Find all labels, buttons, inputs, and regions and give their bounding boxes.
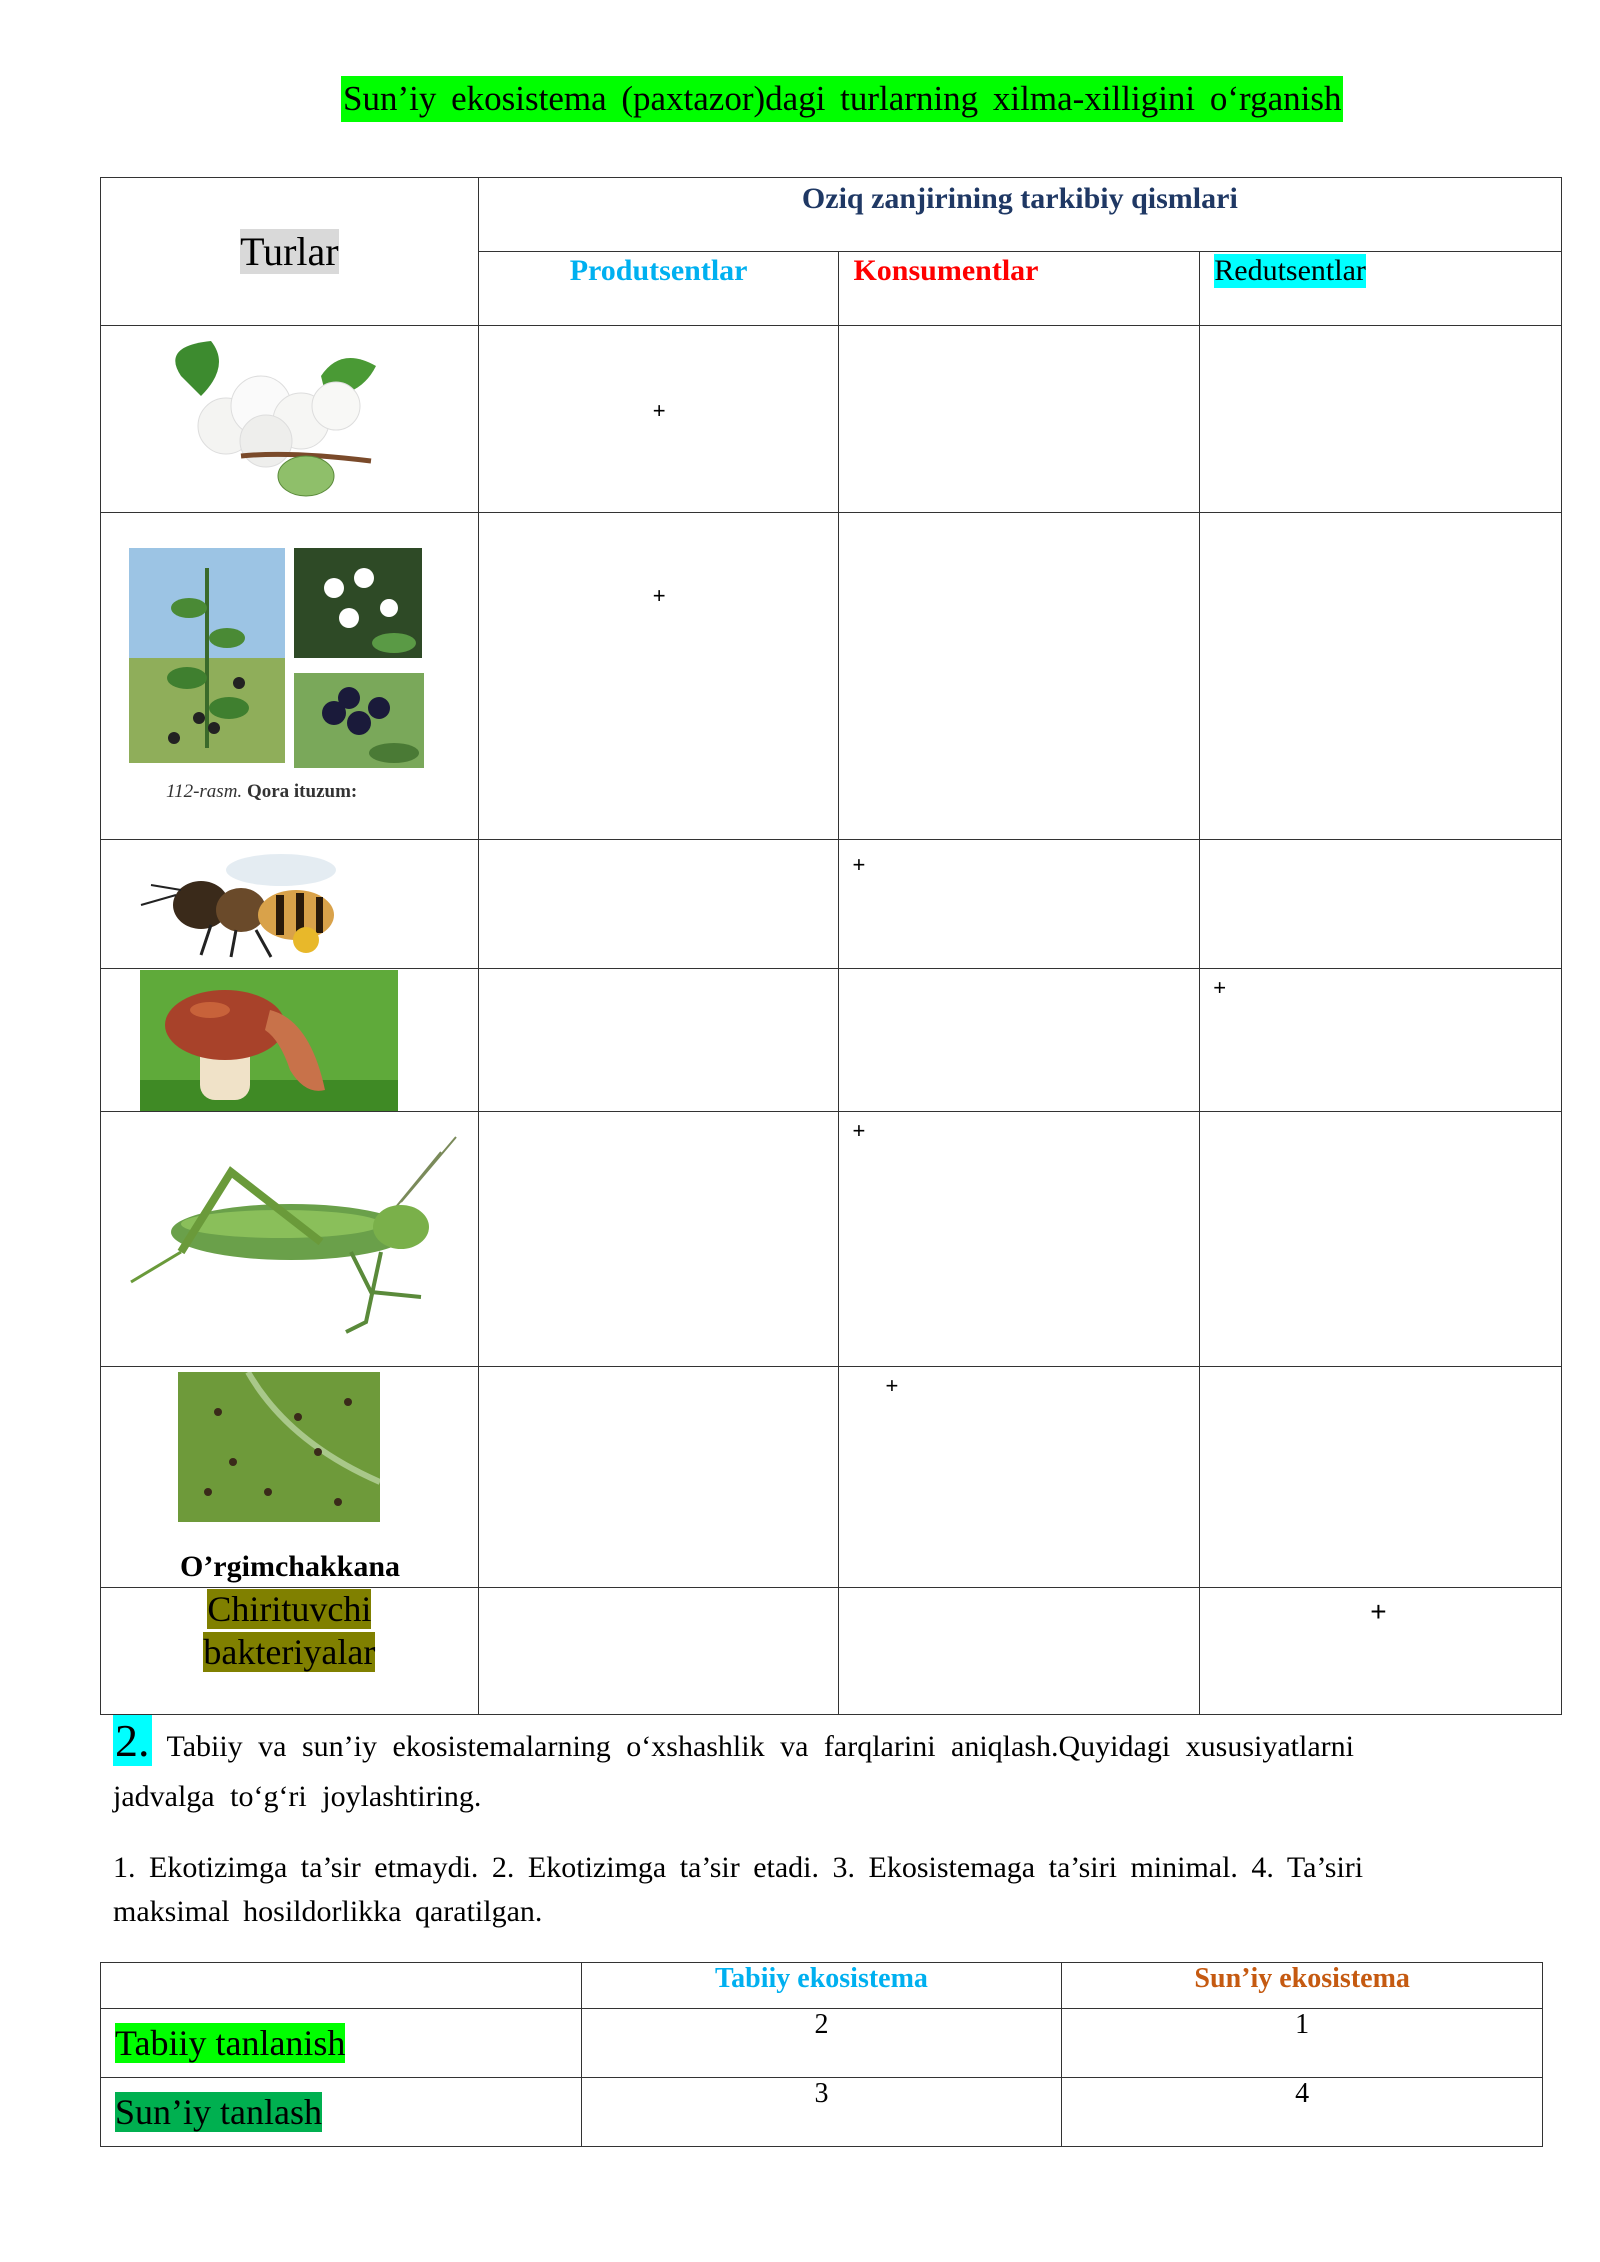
table-row	[101, 2078, 1543, 2147]
konsument-cell	[839, 1588, 1200, 1715]
nightshade-photo-2	[294, 548, 422, 658]
plus-mark: +	[652, 398, 666, 423]
food-chain-table	[100, 177, 1562, 1715]
konsument-cell	[839, 326, 1200, 513]
table-row	[101, 326, 1562, 513]
question-text-line2: jadvalga to‘g‘ri joylashtiring.	[113, 1780, 482, 1813]
col-produtsentlar	[478, 252, 839, 326]
plus-mark: +	[852, 1118, 866, 1143]
table-row	[101, 840, 1562, 969]
table-row	[101, 513, 1562, 840]
species-cell-nightshade	[101, 513, 479, 840]
plus-mark: +	[652, 583, 666, 608]
redutsent-cell	[1200, 326, 1562, 513]
redutsent-cell	[1200, 513, 1562, 840]
redutsent-cell	[1200, 969, 1562, 1112]
species-cell-bacteria	[101, 1588, 479, 1715]
mushroom-image	[140, 970, 398, 1111]
question-options	[113, 1846, 1493, 1934]
nightshade-caption	[166, 781, 357, 803]
col-suniy-ekosistema: Sun’iy ekosistema	[1062, 1963, 1543, 2009]
bacteria-label-line1: Chirituvchi	[207, 1589, 372, 1629]
species-cell-grasshopper	[101, 1112, 479, 1367]
produtsent-cell	[478, 1588, 839, 1715]
row-label: Tabiiy tanlanish	[115, 2023, 346, 2063]
spider-mite-label: O’rgimchakkana	[179, 1550, 401, 1583]
redutsent-cell	[1200, 1588, 1562, 1715]
produtsent-cell	[478, 840, 839, 969]
empty-header-cell	[101, 1963, 582, 2009]
konsument-cell	[839, 1367, 1200, 1588]
produtsent-cell	[478, 513, 839, 840]
konsument-cell	[839, 840, 1200, 969]
table-row	[101, 2009, 1543, 2078]
konsument-cell	[839, 969, 1200, 1112]
value-cell: 4	[1062, 2078, 1543, 2147]
question-2	[113, 1715, 1493, 1822]
redutsent-cell	[1200, 1112, 1562, 1367]
nightshade-photo-1	[129, 548, 285, 763]
col-redutsentlar-label: Redutsentlar	[1214, 254, 1366, 287]
species-cell-mushroom	[101, 969, 479, 1112]
plus-mark: +	[1213, 975, 1227, 1000]
col-produtsentlar-label: Produtsentlar	[569, 254, 748, 287]
produtsent-cell	[478, 1367, 839, 1588]
produtsent-cell	[478, 969, 839, 1112]
produtsent-cell	[478, 1112, 839, 1367]
col-konsumentlar	[839, 252, 1200, 326]
group-header-cell	[478, 178, 1561, 252]
value-cell: 3	[581, 2078, 1062, 2147]
col-tabiiy-ekosistema: Tabiiy ekosistema	[581, 1963, 1062, 2009]
value-cell: 2	[581, 2009, 1062, 2078]
plus-mark: +	[852, 852, 866, 877]
species-cell-spider-mite	[101, 1367, 479, 1588]
plus-mark: +	[1370, 1596, 1387, 1627]
konsument-cell	[839, 513, 1200, 840]
value-cell: 1	[1062, 2009, 1543, 2078]
table-row	[101, 1367, 1562, 1588]
col-konsumentlar-label: Konsumentlar	[853, 254, 1039, 287]
species-cell-bee	[101, 840, 479, 969]
row-label: Sun’iy tanlash	[115, 2092, 322, 2132]
spider-mite-image	[178, 1372, 380, 1522]
question-number: 2.	[115, 1715, 150, 1766]
species-header: Turlar	[240, 229, 339, 274]
grasshopper-image	[121, 1132, 471, 1342]
page-title: Sun’iy ekosistema (paxtazor)dagi turlarning xilma-xilligini o‘rganish	[341, 76, 1343, 122]
bee-image	[131, 845, 351, 965]
cotton-plant-image	[141, 336, 441, 506]
group-header: Oziq zanjirining tarkibiy qismlari	[801, 182, 1238, 215]
row-label-cell	[101, 2009, 582, 2078]
table-row	[101, 969, 1562, 1112]
nightshade-photo-3	[294, 673, 424, 768]
row-label-cell	[101, 2078, 582, 2147]
species-header-cell	[101, 178, 479, 326]
konsument-cell	[839, 1112, 1200, 1367]
table-row	[101, 1588, 1562, 1715]
bacteria-label-line2: bakteriyalar	[203, 1632, 376, 1672]
col-redutsentlar	[1200, 252, 1562, 326]
table-row	[101, 1112, 1562, 1367]
redutsent-cell	[1200, 1367, 1562, 1588]
options-line1: 1. Ekotizimga ta’sir etmaydi. 2. Ekotizimga ta’sir etadi. 3. Ekosistemaga ta’siri minimal. 4. Ta’siri	[113, 1851, 1364, 1884]
question-text-line1: Tabiiy va sun’iy ekosistemalarning o‘xshashlik va farqlarini aniqlash.Quyidagi xususiyatlarni	[166, 1730, 1354, 1763]
species-cell-cotton	[101, 326, 479, 513]
caption-bold: Qora ituzum:	[246, 781, 358, 802]
caption-text: 112-rasm.	[166, 781, 243, 802]
plus-mark: +	[885, 1373, 899, 1398]
options-line2: maksimal hosildorlikka qaratilgan.	[113, 1895, 543, 1928]
redutsent-cell	[1200, 840, 1562, 969]
produtsent-cell	[478, 326, 839, 513]
ecosystem-comparison-table	[100, 1962, 1543, 2147]
